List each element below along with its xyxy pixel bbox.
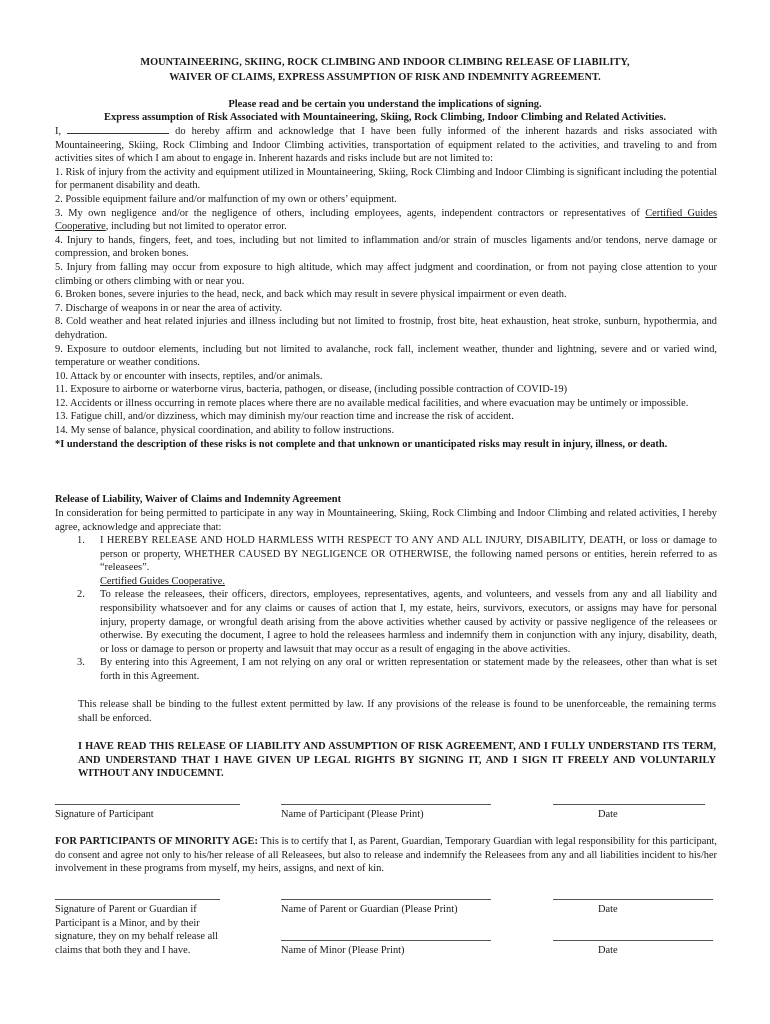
intro-paragraph xyxy=(55,125,717,166)
release-item-3-text: By entering into this Agreement, I am not relying on any oral or written representation or statement made by the releasees, other than what is set forth in this Agreement. xyxy=(100,657,717,682)
release-item-2-text: To release the releasees, their officers, directors, employees, representatives, agents, and volunteers, and vessels from any and all liability and responsibility whatsoever and for any claims or causes of action that I, my estate, heirs, survivors, executors, or assigns may have for personal injury, property damage, or wrongful death arising from the above activities whether caused by activity or passive negligence of the releasees or otherwise. By executing the document, I agree to hold the releasees harmless and indemnify them in conjunction with any injury, disability, death, or loss or damage to person or property and lawsuit that may occur as a result of engaging in the above activities. xyxy=(100,589,717,655)
parent-date-label: Date xyxy=(598,904,618,915)
release-heading: Release of Liability, Waiver of Claims and Indemnity Agreement xyxy=(55,494,342,505)
minor-date-label: Date xyxy=(598,945,618,956)
risk-item-2: 2. Possible equipment failure and/or malfunction of my own or others’ equipment. xyxy=(55,193,397,205)
participant-signature-label: Signature of Participant xyxy=(55,809,154,820)
release-item-1-text: I HEREBY RELEASE AND HOLD HARMLESS WITH RESPECT TO ANY AND ALL INJURY, DISABILITY, DEATH, or loss or damage to person or property, WHETHER CAUSED BY NEGLIGENCE OR OTHERWISE, the following named persons or entities, herein referred to as “releasees”. xyxy=(100,535,717,574)
release-items xyxy=(55,534,717,684)
acknowledgement-statement: I HAVE READ THIS RELEASE OF LIABILITY AND ASSUMPTION OF RISK AGREEMENT, AND I FULLY UNDERSTAND ITS TERM, AND UNDERSTAND THAT I HAVE GIVEN UP LEGAL RIGHTS BY SIGNING IT, AND I SIGN IT FREELY AND VOLUNTARILY WITHOUT ANY INDUCEMNT. xyxy=(78,741,716,780)
risk-item-5: 5. Injury from falling may occur from exposure to high altitude, which may affect judgment and coordination, or from not paying close attention to your climbing or others climbing with or near you. xyxy=(55,261,717,287)
participant-date-label: Date xyxy=(598,809,618,820)
release-item-2 xyxy=(55,588,717,656)
risk-item-3-text: 3. My own negligence and/or the negligence of others, including employees, agents, independent contractors or representatives of xyxy=(55,207,646,219)
release-intro: In consideration for being permitted to participate in any way in Mountaineering, Skiing, Rock Climbing and Indoor Climbing and related activities, I hereby agree, acknowledge and appreciate that: xyxy=(55,508,717,533)
binding-clause: This release shall be binding to the fullest extent permitted by law. If any provisions of the release is found to be unenforceable, the remaining terms shall be enforced. xyxy=(78,699,716,724)
parent-date-line[interactable] xyxy=(553,899,713,900)
parent-name-line[interactable] xyxy=(281,899,491,900)
form-title-line-1: MOUNTAINEERING, SKIING, ROCK CLIMBING AND INDOOR CLIMBING RELEASE OF LIABILITY, xyxy=(140,57,630,68)
parent-signature-line[interactable] xyxy=(55,899,220,900)
release-item-1-org: Certified Guides Cooperative. xyxy=(100,575,225,587)
minor-name-label: Name of Minor (Please Print) xyxy=(281,945,405,956)
risk-item-11: 11. Exposure to airborne or waterborne virus, bacteria, pathogen, or disease, (including possible contraction of COVID-19) xyxy=(55,384,568,396)
assumption-heading: Express assumption of Risk Associated with Mountaineering, Skiing, Rock Climbing, Indoor Climbing and Related Activities. xyxy=(103,112,667,123)
risk-item-3 xyxy=(55,207,717,234)
minor-date-line[interactable] xyxy=(553,940,713,941)
risk-section xyxy=(55,125,717,451)
minor-heading: FOR PARTICIPANTS OF MINORITY AGE: xyxy=(55,836,258,847)
minor-consent-paragraph xyxy=(55,835,717,876)
read-notice: Please read and be certain you understand the implications of signing. xyxy=(228,99,542,110)
release-item-1-number: 1. xyxy=(77,535,85,546)
risk-item-8: 8. Cold weather and heat related injuries and illness including but not limited to frostnip, frost bite, heat exhaustion, heat stroke, sunburn, hypothermia, and dehydration. xyxy=(55,316,717,341)
parent-signature-label: Signature of Parent or Guardian if Participant is a Minor, and by their signature, they on my behalf release all claims that both they and I have. xyxy=(55,904,219,956)
risk-item-12: 12. Accidents or illness occurring in remote places where there are no available medical facilities, and where evacuation may be untimely or impossible. xyxy=(55,397,689,409)
participant-signature-line[interactable] xyxy=(55,804,240,805)
risk-item-3-org: Certified Guides Cooperative xyxy=(55,207,717,233)
risk-item-13: 13. Fatigue chill, and/or dizziness, which may diminish my/our reaction time and increase the risk of accident. xyxy=(55,411,514,423)
release-item-3-number: 3. xyxy=(77,657,85,669)
intro-prefix: I, xyxy=(55,126,68,137)
risk-item-4: 4. Injury to hands, fingers, feet, and toes, including but not limited to inflammation and/or strain of muscles ligaments and/or tendons, nerve damage or compression, and broken bones. xyxy=(55,234,717,260)
minor-consent-text: This is to certify that I, as Parent, Guardian, Temporary Guardian with legal responsibility for this participant, do consent and agree not only to his/her release of all Releasees, but also to release and indemnify the Releasees from any and all liabilities incident to his/her involvement in these programs from myself, my heirs, assigns, and next of kin. xyxy=(55,836,717,875)
risk-item-9: 9. Exposure to outdoor elements, including but not limited to avalanche, rock fall, inclement weather, thunder and lightning, severe and or varied wind, temperature or weather conditions. xyxy=(55,343,717,369)
participant-name-label: Name of Participant (Please Print) xyxy=(281,809,424,820)
release-item-2-number: 2. xyxy=(77,589,85,601)
risk-item-3-tail: , including but not limited to operator error. xyxy=(105,221,287,233)
participant-name-line[interactable] xyxy=(281,804,491,805)
risk-item-6: 6. Broken bones, severe injuries to the head, neck, and back which may result in severe physical impairment or even death. xyxy=(55,289,567,301)
release-item-1 xyxy=(55,534,717,588)
risk-item-10: 10. Attack by or encounter with insects, reptiles, and/or animals. xyxy=(55,370,323,382)
risk-disclaimer: *I understand the description of these risks is not complete and that unknown or unanticipated risks may result in injury, illness, or death. xyxy=(55,438,668,450)
risk-item-14: 14. My sense of balance, physical coordination, and ability to follow instructions. xyxy=(55,425,395,437)
participant-date-line[interactable] xyxy=(553,804,705,805)
participant-name-blank[interactable] xyxy=(67,125,169,134)
form-title-line-2: WAIVER OF CLAIMS, EXPRESS ASSUMPTION OF RISK AND INDEMNITY AGREEMENT. xyxy=(169,72,601,83)
minor-name-line[interactable] xyxy=(281,940,491,941)
risk-item-1: 1. Risk of injury from the activity and equipment utilized in Mountaineering, Skiing, Rock Climbing and Indoor Climbing is significant including the potential for permanent disability and death. xyxy=(55,166,717,192)
parent-name-label: Name of Parent or Guardian (Please Print) xyxy=(281,904,458,915)
risk-item-7: 7. Discharge of weapons in or near the area of activity. xyxy=(55,302,283,314)
release-item-3 xyxy=(55,656,717,683)
intro-text: do hereby affirm and acknowledge that I have been fully informed of the inherent hazards and risks associated with Mountaineering, Skiing, Rock Climbing and Indoor Climbing activities, transportation of equipment related to the activities, and traveling to and from activities sites of which I am about to engage in. Inherent hazards and risks include but are not limited to: xyxy=(55,126,718,165)
